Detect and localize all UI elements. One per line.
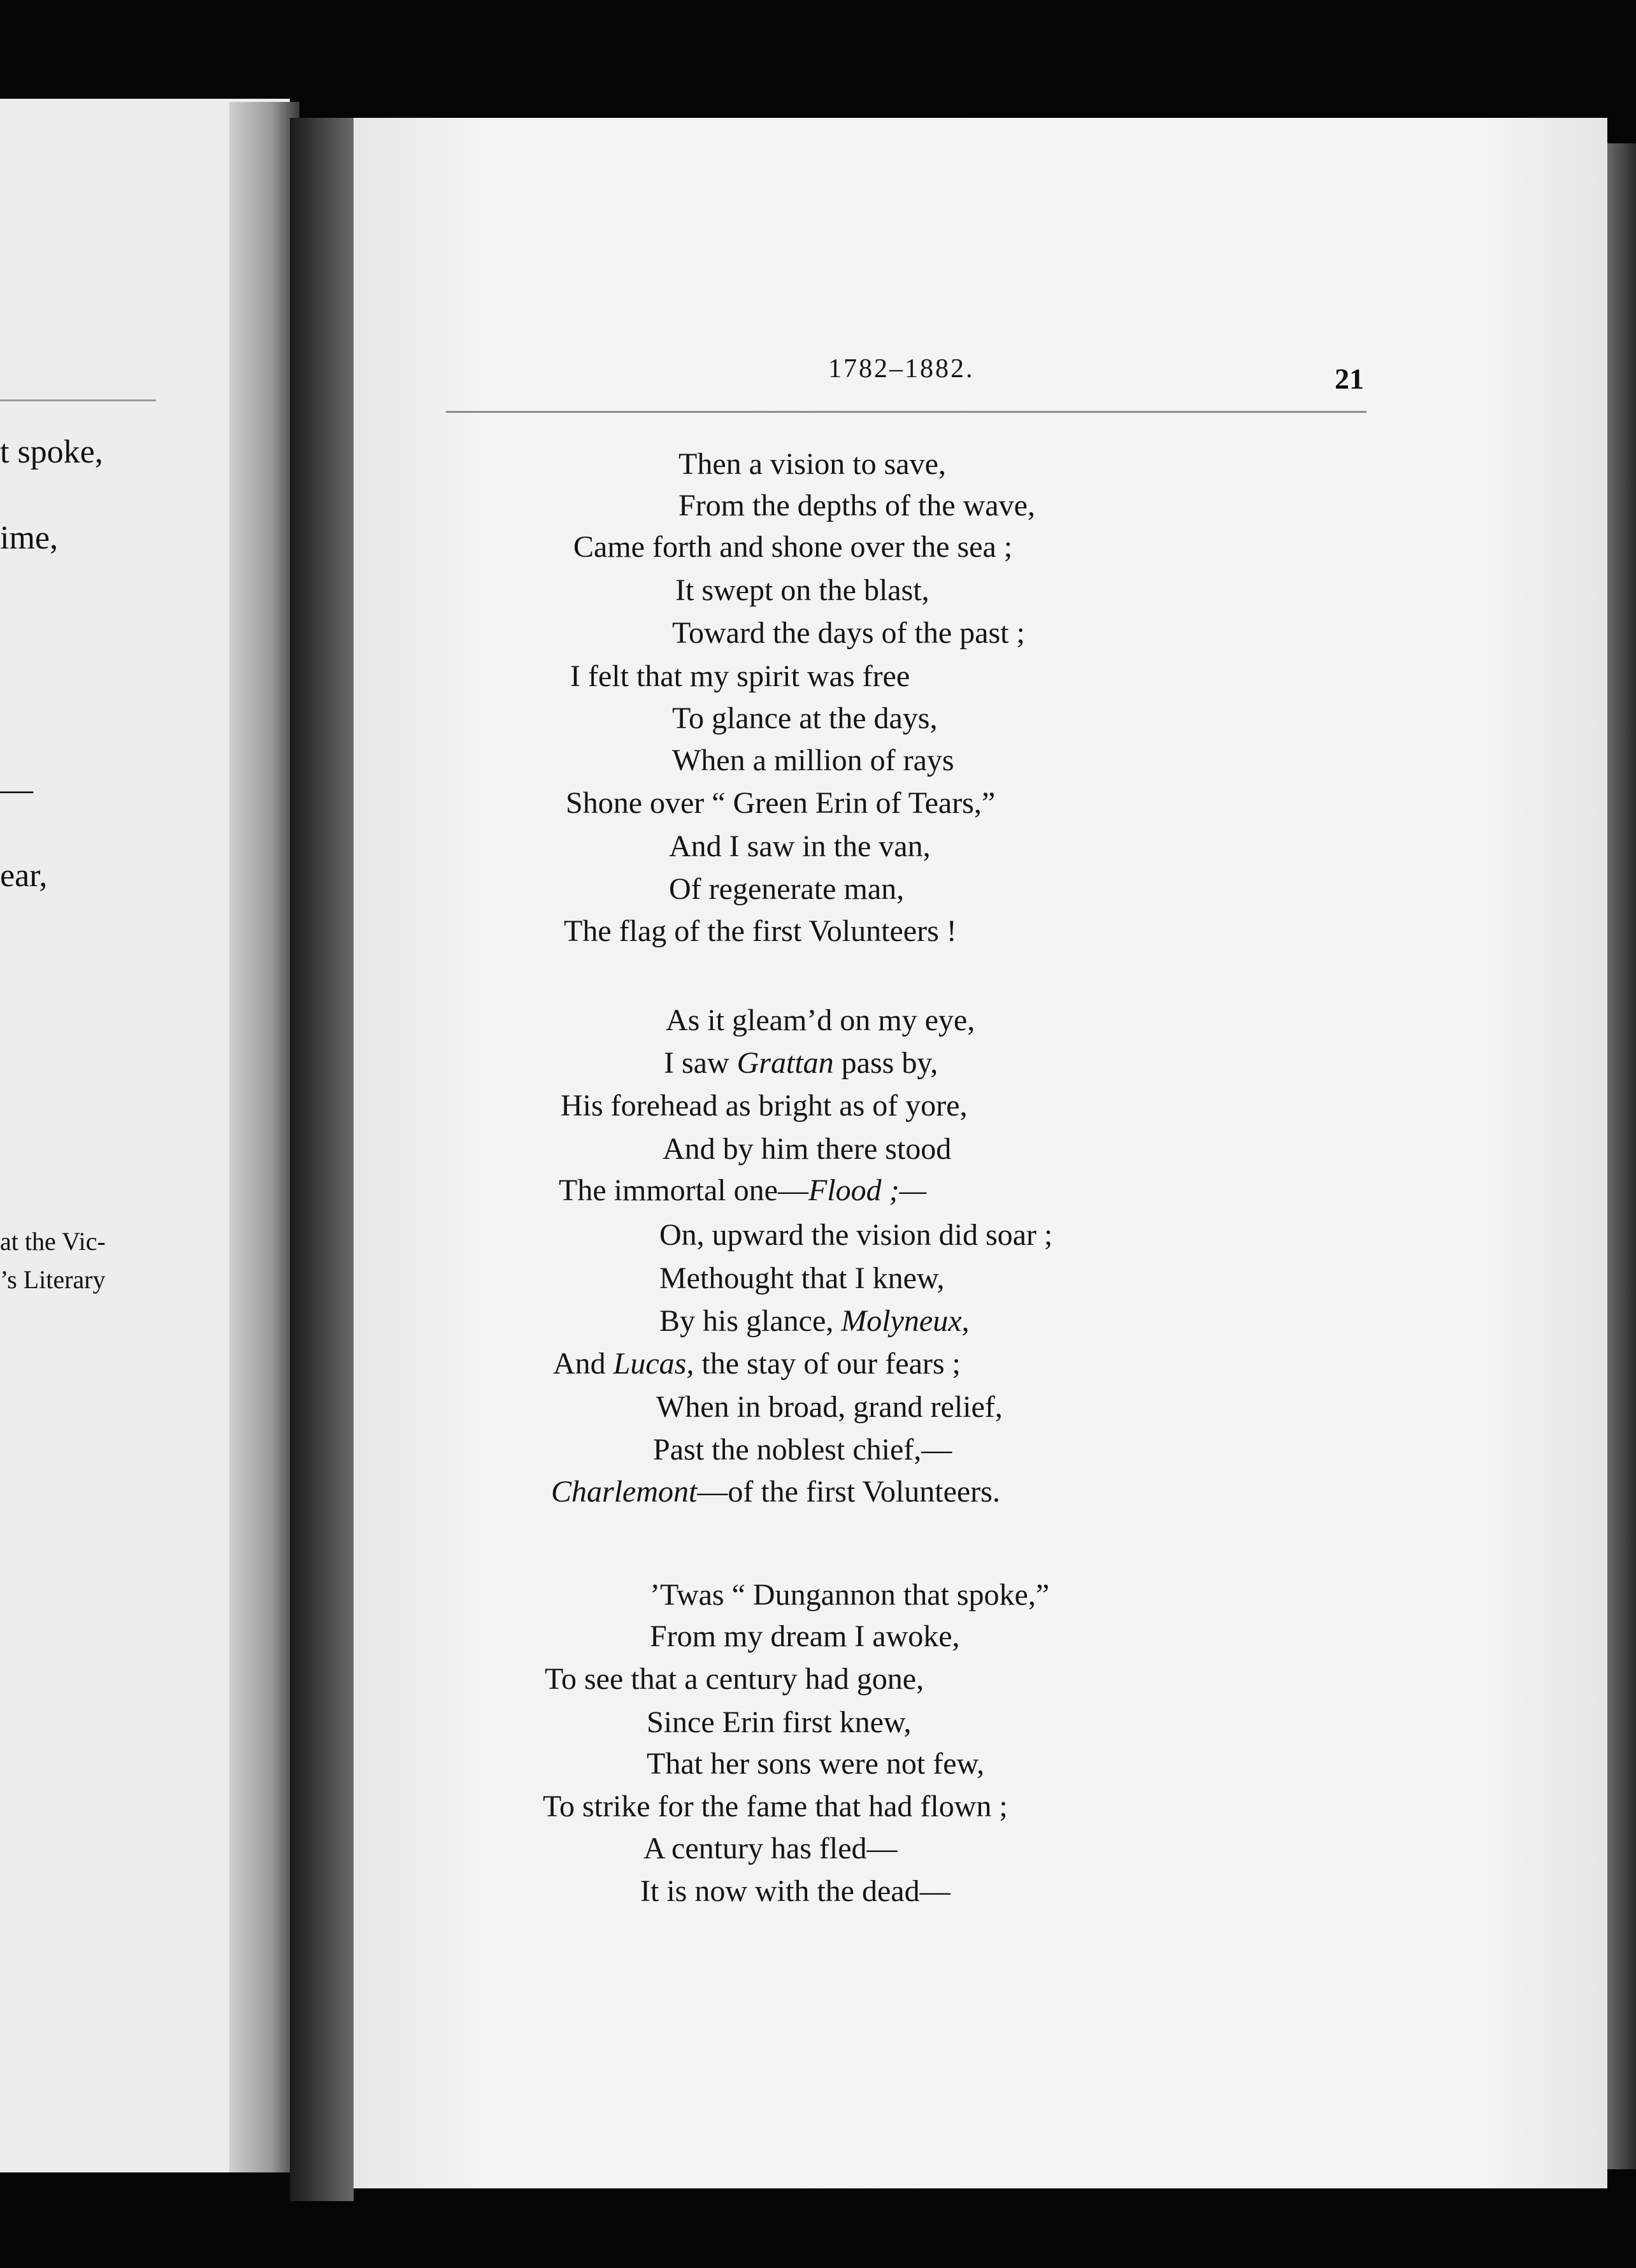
poem-line <box>664 1048 938 1079</box>
line-part: pass by, <box>833 1046 938 1080</box>
poem-line <box>559 1175 926 1206</box>
poem-line: I felt that my spirit was free <box>570 659 910 693</box>
person-name: Charlemont <box>551 1475 698 1509</box>
poem-line: Then a vision to save, <box>678 447 946 481</box>
page-edge <box>1607 143 1636 2169</box>
person-name: Molyneux, <box>841 1304 970 1338</box>
poem-line: And by him there stood <box>663 1132 952 1166</box>
poem-line: From the depths of the wave, <box>678 489 1035 522</box>
person-name: Lucas, <box>613 1347 694 1381</box>
poem-line: That her sons were not few, <box>647 1747 985 1781</box>
person-name: Flood ;— <box>808 1173 927 1207</box>
right-page <box>354 118 1607 2188</box>
line-part: I saw <box>664 1046 737 1080</box>
person-name: Grattan <box>736 1046 834 1080</box>
poem-line: To strike for the fame that had flown ; <box>543 1790 1008 1823</box>
poem-line: When a million of rays <box>672 743 954 777</box>
left-page-fragment: t spoke, <box>0 434 103 470</box>
poem-line: It is now with the dead— <box>640 1874 951 1908</box>
header-rule <box>446 411 1367 413</box>
poem-line: Of regenerate man, <box>669 872 905 906</box>
book-spine <box>290 118 354 2201</box>
poem-line: To glance at the days, <box>672 701 938 735</box>
line-part: And <box>553 1347 614 1381</box>
left-page-fragment: ime, <box>0 520 58 556</box>
left-page-fragment: ear, <box>0 858 48 894</box>
poem-line: Shone over “ Green Erin of Tears,” <box>566 786 996 820</box>
poem-line: And I saw in the van, <box>669 829 931 863</box>
poem-line: When in broad, grand relief, <box>656 1390 1003 1424</box>
poem-line: On, upward the vision did soar ; <box>659 1218 1053 1252</box>
poem-line: It swept on the blast, <box>675 573 929 607</box>
gutter-shadow <box>229 102 299 2172</box>
poem-line: A century has fled— <box>643 1832 898 1865</box>
poem-line: His forehead as bright as of yore, <box>561 1089 968 1123</box>
line-part: the stay of our fears ; <box>694 1347 961 1381</box>
poem-line: Since Erin first knew, <box>647 1705 912 1739</box>
poem-line: Came forth and shone over the sea ; <box>573 530 1013 564</box>
poem-line <box>551 1477 1000 1507</box>
poem-line: ’Twas “ Dungannon that spoke,” <box>650 1578 1050 1612</box>
line-part: The immortal one— <box>559 1173 808 1207</box>
left-page-fragment: at the Vic- <box>0 1227 106 1256</box>
page-number: 21 <box>1335 362 1364 395</box>
left-page-rule <box>0 399 156 401</box>
poem-line: To see that a century had gone, <box>545 1662 924 1696</box>
left-page-fragment: ’s Literary <box>0 1265 106 1294</box>
poem-line: Toward the days of the past ; <box>672 616 1025 650</box>
poem-line: From my dream I awoke, <box>650 1619 960 1653</box>
line-part: By his glance, <box>659 1304 842 1338</box>
poem-line: As it gleam’d on my eye, <box>666 1003 975 1037</box>
left-page-fragment: — <box>0 772 33 808</box>
poem-line: The flag of the first Volunteers ! <box>564 914 957 948</box>
poem-line <box>553 1349 961 1379</box>
poem-line: Past the noblest chief,— <box>653 1433 952 1467</box>
poem-line: Methought that I knew, <box>659 1261 945 1295</box>
line-part: —of the first Volunteers. <box>697 1475 1000 1509</box>
poem-line <box>659 1306 970 1337</box>
running-head: 1782–1882. <box>828 354 975 384</box>
